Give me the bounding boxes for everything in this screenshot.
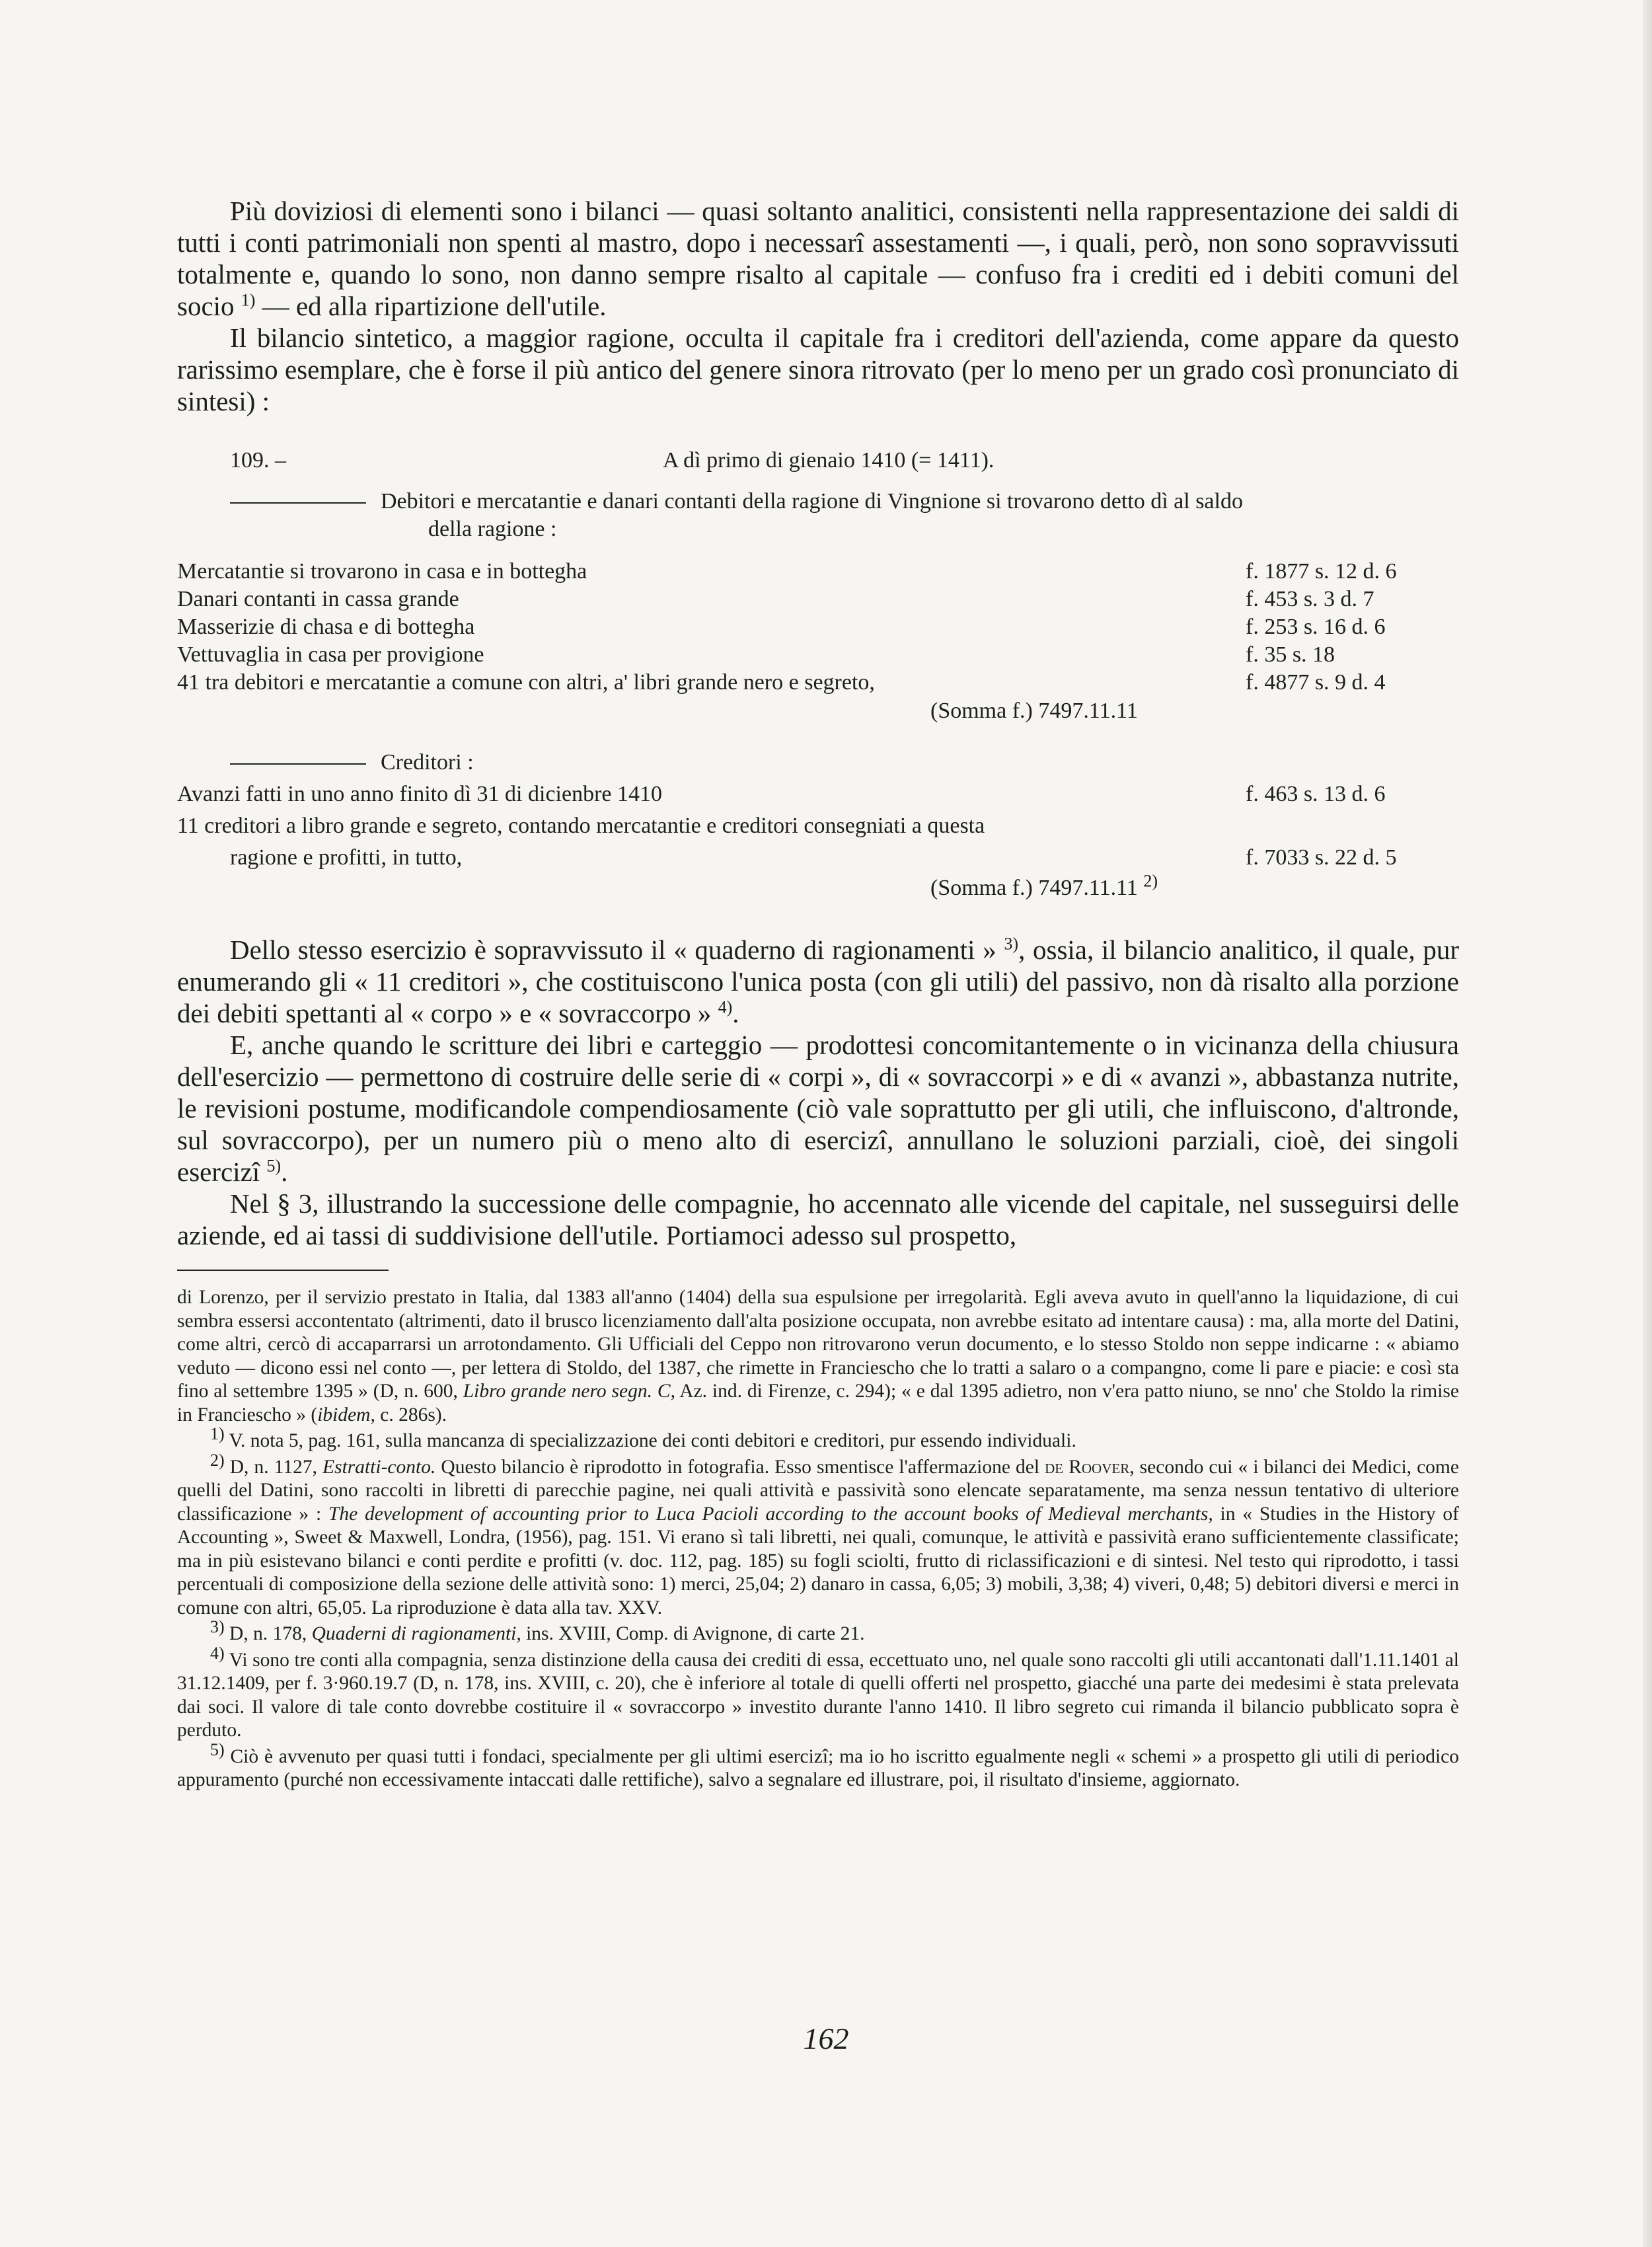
debit-row: Masserizie di chasa e di bottegha f. 253 s. 16 d. 6: [177, 615, 1386, 639]
debits-total: (Somma f.) 7497.11.11: [930, 699, 1138, 723]
debit-row: Danari contanti in cassa grande f. 453 s. 3 d. 7: [177, 587, 1374, 611]
paragraph-4: E, anche quando le scritture dei libri e carteggio — prodottesi concomitantemente o in vicinanza della chiusura dell'esercizio — permettono di costruire delle serie di « corpi », di « sovraccorpi » e di « avanzi », abbastanza nutrite, le revisioni postume, modificandole compendiosamente (ciò vale soprattutto per gli utili, che influiscono, d'altronde, sul sovraccorpo), per un numero più o meno alto di esercizî, annullano le soluzioni parziali, cioè, dei singoli esercizî $^{5)}$.: [177, 1030, 1459, 1187]
footnote-continuation: di Lorenzo, per il servizio prestato in Italia, dal 1383 all'anno (1404) della sua espulsione per irregolarità. Egli aveva avuto in quell'anno la liquidazione, di cui sembra essersi accontentato (altrimenti, dato il brusco licenziamento dall'alta posizione occupata, non avrebbe esitato ad intentare causa) : ma, alla morte del Datini, come altri, cercò di accaparrarsi un arrotondamento. Gli Ufficiali del Ceppo non ritrovarono verun documento, e lo stesso Stoldo non seppe indicarne : « abiamo veduto — dicono essi nel conto —, per lettera di Stoldo, del 1387, che rimette in Franciescho che lo tratti a salaro o a compangno, come li pare e piacie: e così sta fino al settembre 1395 » (D, n. 600, Libro grande nero segn. C, Az. ind. di Firenze, c. 294); « e dal 1395 adietro, non v'era patto niuno, se nno' che Stoldo la rimise in Franciescho » (ibidem, c. 286s).: [177, 1287, 1459, 1426]
entry-date: A dì primo di gienaio 1410 (= 1411).: [663, 448, 995, 473]
body-upper: [177, 195, 1459, 417]
footnote-1: $^{1)}$ V. nota 5, pag. 161, sulla mancanza di specializzazione dei conti debitori e creditori, pur essendo individuali.: [210, 1424, 1076, 1451]
credit-row: ragione e profitti, in tutto, f. 7033 s. 22 d. 5: [230, 845, 1397, 870]
footnote-3: $^{3)}$ D, n. 178, Quaderni di ragionamenti, ins. XVIII, Comp. di Avignone, di carte 21.: [210, 1617, 865, 1644]
creditors-heading: Creditori :: [230, 749, 474, 777]
paragraph-3: Dello stesso esercizio è sopravvissuto il « quaderno di ragionamenti » $^{3)}$, ossia, il bilancio analitico, il quale, pur enumerando gli « 11 creditori », che costituiscono l'unica posta (con gli utili) del passivo, non dà risalto alla porzione dei debiti spettanti al « corpo » e « sovraccorpo » $^{4)}$.: [177, 934, 1460, 1028]
credits-total: (Somma f.) 7497.11.11 $^{2)}$: [930, 871, 1158, 900]
body-lower: [177, 934, 1459, 1251]
debit-row: 41 tra debitori e mercatantie a comune con altri, a' libri grande nero e segreto, f. 4877 s. 9 d. 4: [177, 670, 1386, 695]
paragraph-5: Nel § 3, illustrando la successione delle compagnie, ho accennato alle vicende del capitale, nel susseguirsi delle aziende, ed ai tassi di suddivisione dell'utile. Portiamoci adesso sul prospetto,: [177, 1188, 1459, 1250]
credit-row: 11 creditori a libro grande e segreto, contando mercatantie e creditori consegniati a questa: [177, 814, 985, 838]
footnotes: [177, 1286, 1459, 1795]
debit-row: Vettuvaglia in casa per provigione f. 35 s. 18: [177, 642, 1335, 667]
entry-number: 109. –: [230, 448, 286, 473]
credit-row: Avanzi fatti in uno anno finito dì 31 di dicienbre 1410 f. 463 s. 13 d. 6: [177, 782, 1386, 806]
paragraph-2: Il bilancio sintetico, a maggior ragione, occulta il capitale fra i creditori dell'azienda, come appare da questo rarissimo esemplare, che è forse il più antico del genere sinora ritrovato (per lo meno per un grado così pronunciato di sintesi) :: [177, 323, 1459, 416]
debtors-intro: Debitori e mercatantie e danari contanti della ragione di Vingnione si trovarono detto dì al saldo della ragione :: [230, 488, 1459, 543]
page-number: 162: [803, 2022, 849, 2055]
debit-row: Mercatantie si trovarono in casa e in bottegha f. 1877 s. 12 d. 6: [177, 559, 1397, 584]
footnote-5: $^{5)}$ Ciò è avvenuto per quasi tutti i fondaci, specialmente per gli ultimi esercizî; ma io ho iscritto egualmente negli « schemi » a prospetto gli utili di periodico appuramento (purché non eccessivamente intaccati dalle rettifiche), salvo a segnalare ed illustrare, poi, il risultato d'insieme, aggiornato.: [177, 1739, 1459, 1790]
dash-rule: [230, 502, 366, 504]
footnote-2: $^{2)}$ D, n. 1127, Estratti-conto. Questo bilancio è riprodotto in fotografia. Esso smentisce l'affermazione del de Roover, secondo cui « i bilanci dei Medici, come quelli del Datini, sono raccolti in libretti di parecchie pagine, nei quali attività e passività sono elencate separatamente, ma senza nessun tentativo di ulteriore classificazione » : The development of accounting prior to Luca Pacioli according to the account books of Medieval merchants, in « Studies in the History of Accounting », Sweet & Maxwell, Londra, (1956), pag. 151. Vi erano sì tali libretti, nei quali, comunque, le attività e passività erano sufficientemente classificate; ma in più esistevano bilanci e conti perdite e profitti (v. doc. 112, pag. 185) su fogli sciolti, frutto di riclassificazioni e di sintesi. Nel testo qui riprodotto, i tassi percentuali di composizione della sezione delle attività sono: 1) merci, 25,04; 2) danaro in cassa, 6,05; 3) mobili, 3,38; 4) viveri, 0,48; 5) debitori diversi e merci in comune con altri, 65,05. La riproduzione è data alla tav. XXV.: [177, 1450, 1459, 1619]
paragraph-1: Più doviziosi di elementi sono i bilanci — quasi soltanto analitici, consistenti nella rappresentazione dei saldi di tutti i conti patrimoniali non spenti al mastro, dopo i necessarî assestamenti —, i quali, però, non sono sopravvissuti totalmente e, quando lo sono, non danno sempre risalto al capitale — confuso fra i crediti ed i debiti comuni del socio $^{1)}$ — ed alla ripartizione dell'utile.: [177, 196, 1459, 321]
page-edge: [1643, 0, 1652, 2247]
footnote-4: $^{4)}$ Vi sono tre conti alla compagnia, senza distinzione della causa dei crediti di essa, eccettuato uno, nel quale sono raccolti gli utili accantonati dall'1.11.1401 al 31.12.1409, per f. 3·960.19.7 (D, n. 178, ins. XVIII, c. 20), che è inferiore al totale di quelli offerti nel prospetto, giacché una parte dei medesimi è stata prelevata dai soci. Il valore di tale conto dovrebbe costituire il « sovraccorpo » investito durante l'anno 1410. Il libro segreto cui rimanda il bilancio pubblicato sopra è perduto.: [177, 1643, 1459, 1741]
footnote-rule: [177, 1270, 389, 1271]
